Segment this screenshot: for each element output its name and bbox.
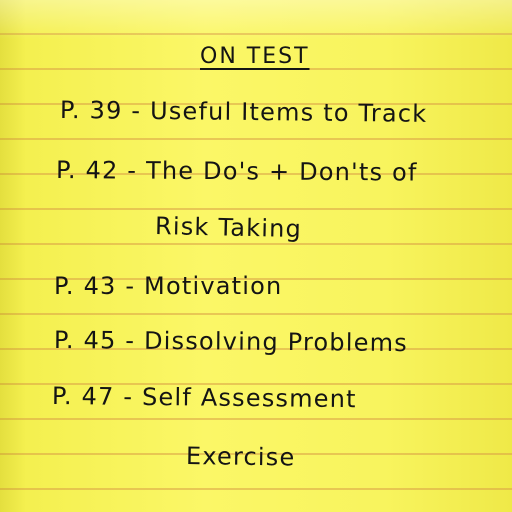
note-title: ON TEST [200, 44, 310, 69]
note-line-p47: P. 47 - Self Assessment [51, 382, 357, 414]
note-line-p45: P. 45 - Dissolving Problems [53, 326, 409, 358]
note-line-p47-continued: Exercise [185, 442, 296, 472]
paper-highlight [0, 0, 512, 40]
paper-edge-shadow [0, 0, 26, 512]
note-line-p42-continued: Risk Taking [154, 212, 303, 244]
note-line-p39: P. 39 - Useful Items to Track [59, 96, 428, 128]
note-line-p42: P. 42 - The Do's + Don'ts of [55, 156, 418, 187]
note-line-p43: P. 43 - Motivation [54, 272, 283, 300]
